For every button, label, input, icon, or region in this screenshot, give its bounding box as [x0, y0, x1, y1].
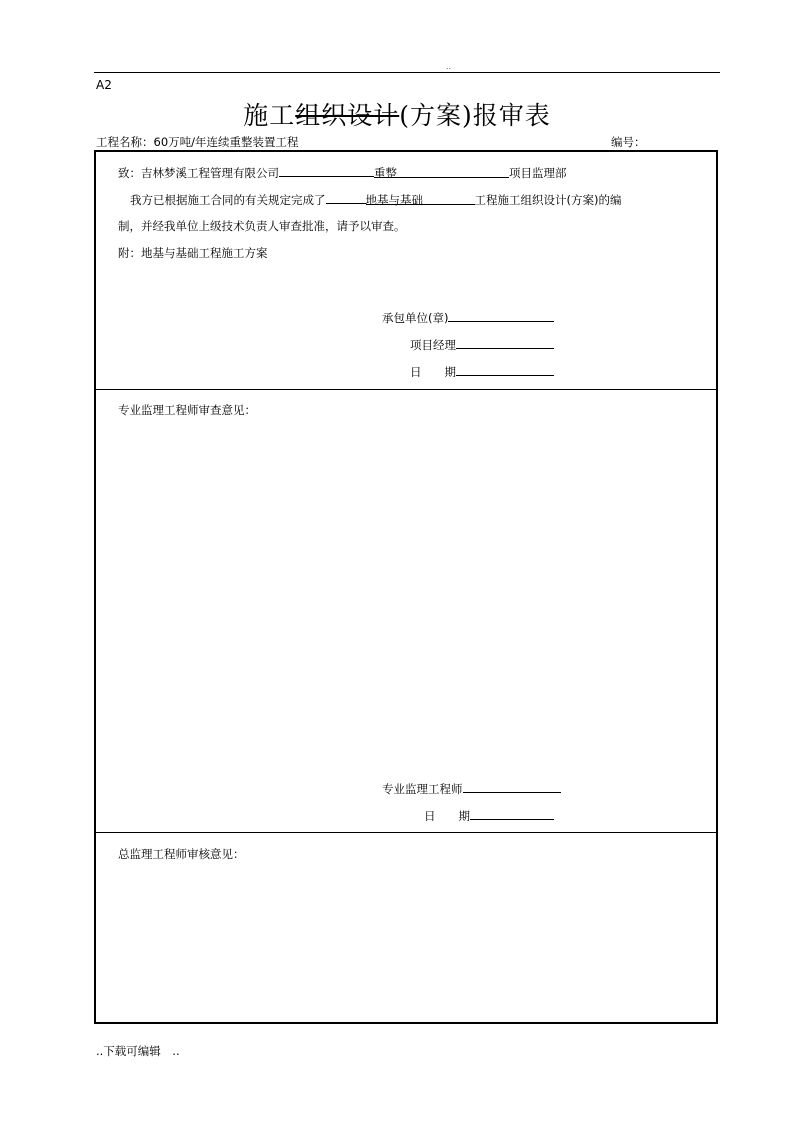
pm-line [410, 336, 554, 353]
date-label-2: 日 期 [424, 809, 470, 823]
form-code: A2 [96, 78, 112, 92]
number-label: 编号： [611, 135, 646, 149]
pm-blank[interactable] [456, 336, 554, 349]
date-line-2 [424, 807, 554, 824]
body-line-1 [130, 191, 621, 208]
header-dots: .. [446, 62, 452, 71]
project-name: 工程名称：60万吨/年连续重整装置工程 [96, 135, 299, 149]
contractor-label: 承包单位(章) [382, 311, 449, 325]
title-part-strike: 组织设计 [295, 101, 400, 130]
date-line-1 [410, 363, 554, 380]
date-blank-1[interactable] [456, 363, 554, 376]
pm-label: 项目经理 [410, 338, 456, 352]
attachment-line: 附：地基与基础工程施工方案 [118, 246, 268, 260]
engineer-label: 专业监理工程师 [382, 782, 463, 796]
body-fill[interactable]: 地基与基础 [366, 192, 475, 205]
section-divider-1 [94, 389, 718, 390]
contractor-line [382, 309, 554, 326]
engineer-blank[interactable] [463, 780, 561, 793]
addressee-suffix: 项目监理部 [509, 166, 567, 180]
date-label-1: 日 期 [410, 365, 456, 379]
footer-text: ..下载可编辑 .. [96, 1044, 180, 1058]
page-title [0, 96, 794, 132]
body-blank[interactable] [326, 191, 366, 204]
date-blank-2[interactable] [470, 807, 554, 820]
specialist-opinion-label: 专业监理工程师审查意见： [118, 403, 256, 417]
title-part-1: 施工 [243, 101, 296, 130]
chief-opinion-label: 总监理工程师审核意见： [118, 847, 245, 861]
addressee-blank[interactable] [279, 164, 374, 177]
section-divider-2 [94, 832, 718, 833]
engineer-line [382, 780, 561, 797]
addressee-prefix: 致：吉林梦溪工程管理有限公司 [118, 166, 279, 180]
body-suffix: 工程施工组织设计(方案)的编 [474, 193, 622, 207]
body-line-2: 制，并经我单位上级技术负责人审查批准，请予以审查。 [118, 219, 406, 233]
header-rule [94, 72, 720, 73]
contractor-blank[interactable] [448, 309, 554, 322]
addressee-fill[interactable]: 重整 [374, 165, 509, 178]
title-part-2: (方案)报审表 [399, 101, 551, 130]
form-frame [94, 150, 718, 1024]
body-prefix: 我方已根据施工合同的有关规定完成了 [130, 193, 326, 207]
addressee-line [118, 164, 567, 181]
